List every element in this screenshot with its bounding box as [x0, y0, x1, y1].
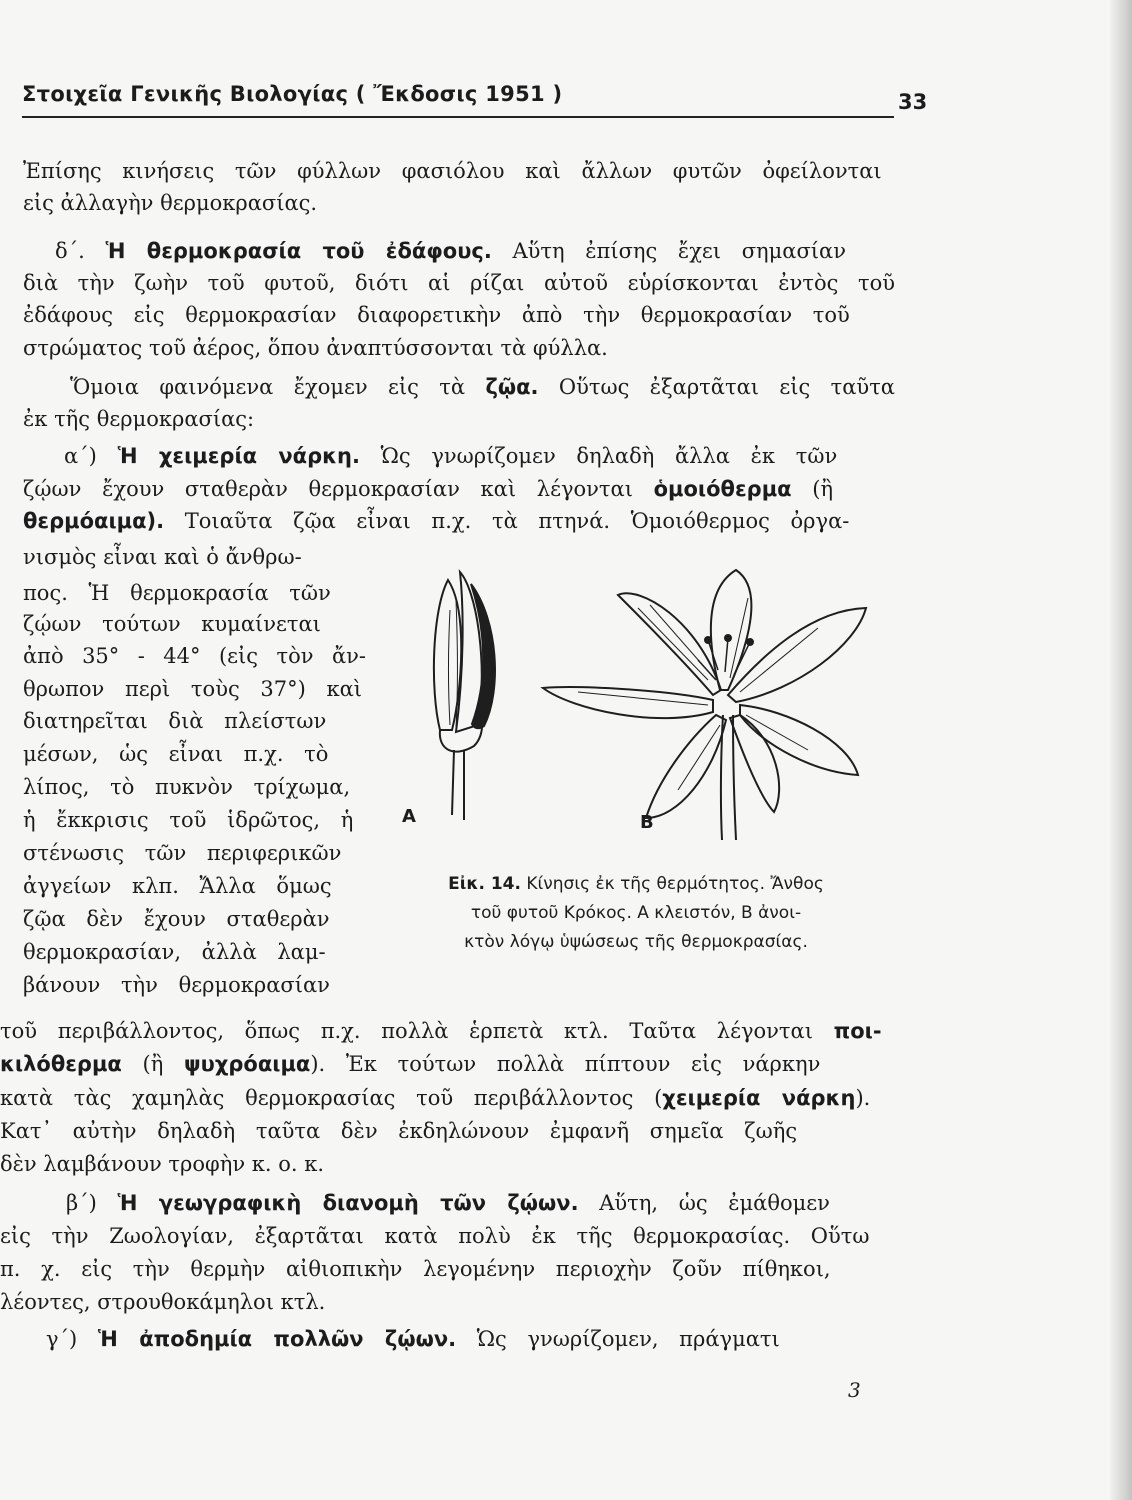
line-text: β΄)	[66, 1191, 118, 1215]
text-line-p4c	[23, 506, 849, 536]
bold-term: κιλόθερμα	[0, 1052, 122, 1076]
bold-term: ὁμοιόθερμα	[653, 477, 792, 501]
caption-line-1: Εἰκ. 14. Κίνησις ἐκ τῆς θερμότητος. Ἄνθος	[448, 874, 824, 894]
bold-term: Ἡ ἀποδημία πολλῶν ζῴων.	[97, 1327, 457, 1351]
line-text: ἀγγείων κλπ. Ἄλλα ὅμως	[23, 874, 332, 898]
line-text: βάνουν τὴν θερμοκρασίαν	[23, 973, 330, 997]
line-text: (ἢ	[791, 477, 834, 501]
text-line-p5a	[66, 1188, 830, 1218]
text-line-p4e	[23, 578, 331, 608]
text-line-p4u	[0, 1116, 797, 1146]
figure-label-a: A	[402, 806, 416, 827]
text-line-p3b	[23, 404, 254, 434]
text-line-p4g	[23, 641, 366, 671]
text-line-p2a	[55, 236, 846, 266]
text-line-p4j	[23, 739, 328, 769]
text-line-p4a	[64, 441, 837, 471]
line-text: Αὕτη ἐπίσης ἔχει σημασίαν	[491, 239, 846, 263]
open-flower-drawing	[543, 570, 866, 840]
caption-lead: Εἰκ. 14.	[448, 874, 521, 894]
text-line-p5c	[0, 1254, 831, 1284]
line-text: Ὡς γνωρίζομεν, πράγματι	[456, 1327, 780, 1351]
line-text: λίπος, τὸ πυκνὸν τρίχωμα,	[23, 775, 351, 799]
line-text: μέσων, ὡς εἶναι π.χ. τὸ	[23, 742, 329, 766]
closed-bud-drawing	[434, 572, 495, 820]
figure-label-b: B	[640, 812, 654, 833]
text-line-p4r	[0, 1016, 882, 1046]
line-text: α΄)	[64, 444, 118, 468]
line-text: τοῦ περιβάλλοντος, ὅπως π.χ. πολλὰ ἑρπετὰ κτλ. Ταῦτα λέγονται	[0, 1019, 834, 1043]
line-text: πος. Ἡ θερμοκρασία τῶν	[23, 581, 331, 605]
line-text: στρώματος τοῦ ἀέρος, ὅπου ἀναπτύσσονται τὰ φύλλα.	[23, 336, 608, 360]
text-line-p4d	[23, 542, 302, 572]
line-text: Ὅμοια φαινόμενα ἔχομεν εἰς τὰ	[70, 375, 486, 399]
running-title: Στοιχεῖα Γενικῆς Βιολογίας ( Ἔκδοσις 1951 )	[22, 82, 563, 106]
header-rule	[22, 116, 894, 118]
bold-term: ψυχρόαιμα	[183, 1052, 311, 1076]
text-line-p2c	[23, 300, 850, 330]
line-text: Τοιαῦτα ζῷα εἶναι π.χ. τὰ πτηνά. Ὁμοιόθερμος ὀργα-	[164, 509, 850, 533]
bold-term: χειμερία νάρκη	[662, 1086, 856, 1110]
figure-caption	[376, 870, 896, 957]
line-text: ἀπὸ 35° - 44° (εἰς τὸν ἄν-	[23, 644, 366, 668]
text-line-p4m	[23, 838, 341, 868]
text-line-p5d	[0, 1287, 325, 1317]
text-line-p6a	[46, 1324, 780, 1354]
line-text: Κατ᾿ αὐτὴν δηλαδὴ ταῦτα δὲν ἐκδηλώνουν ἐμφανῆ σημεῖα ζωῆς	[0, 1119, 798, 1143]
line-text: ἡ ἔκκρισις τοῦ ἱδρῶτος, ἡ	[23, 808, 354, 832]
line-text: κατὰ τὰς χαμηλὰς θερμοκρασίας τοῦ περιβάλλοντος (	[0, 1086, 663, 1110]
text-line-p4f	[23, 609, 321, 639]
page-number: 33	[898, 90, 928, 114]
line-text: εἰς τὴν Ζωολογίαν, ἐξαρτᾶται κατὰ πολὺ ἐκ τῆς θερμοκρασίας. Οὕτω	[0, 1224, 870, 1248]
text-line-p4q	[23, 970, 330, 1000]
caption-line-2: τοῦ φυτοῦ Κρόκος. Α κλειστόν, Β ἀνοι-	[470, 903, 802, 923]
text-line-p4l	[23, 805, 353, 835]
line-text: ἐκ τῆς θερμοκρασίας:	[23, 407, 255, 431]
text-line-p4p	[23, 937, 326, 967]
line-text: διατηρεῖται διὰ πλείστων	[23, 709, 327, 733]
line-text: ζῷα δὲν ἔχουν σταθερὰν	[23, 907, 330, 931]
text-line-p5b	[0, 1221, 870, 1251]
page-edge	[1110, 0, 1132, 1500]
text-line-p2b	[23, 268, 895, 298]
text-line-p4s	[0, 1049, 820, 1079]
line-text: Ὡς γνωρίζομεν δηλαδὴ ἄλλα ἐκ τῶν	[359, 444, 838, 468]
line-text: ζῴων ἔχουν σταθερὰν θερμοκρασίαν καὶ λέγονται	[23, 477, 654, 501]
bold-term: ζῷα.	[485, 375, 539, 399]
bold-term: ποι-	[833, 1019, 882, 1043]
crocus-illustration	[378, 550, 898, 850]
line-text: λέοντες, στρουθοκάμηλοι κτλ.	[0, 1290, 326, 1314]
bold-term: Ἡ θερμοκρασία τοῦ ἐδάφους.	[105, 239, 492, 263]
line-text: ἐδάφους εἰς θερμοκρασίαν διαφορετικὴν ἀπὸ τὴν θερμοκρασίαν τοῦ	[23, 303, 850, 327]
line-text: Αὕτη, ὡς ἐμάθομεν	[578, 1191, 830, 1215]
line-text: θρωπον περὶ τοὺς 37°) καὶ	[23, 677, 363, 701]
line-text: π. χ. εἰς τὴν θερμὴν αἰθιοπικὴν λεγομένην περιοχὴν ζοῦν πίθηκοι,	[0, 1257, 831, 1281]
line-text: δ΄.	[55, 239, 106, 263]
line-text: θερμοκρασίαν, ἀλλὰ λαμ-	[23, 940, 326, 964]
caption-line-3: κτὸν λόγῳ ὑψώσεως τῆς θερμοκρασίας.	[464, 932, 808, 952]
text-line-p1b	[23, 188, 317, 218]
line-text: Ἐπίσης κινήσεις τῶν φύλλων φασιόλου καὶ ἄλλων φυτῶν ὀφείλονται	[23, 159, 882, 183]
bold-term: θερμόαιμα).	[23, 509, 165, 533]
line-text: ζῴων τούτων κυμαίνεται	[23, 612, 321, 636]
text-line-p4h	[23, 674, 362, 704]
line-text: (ἢ	[121, 1052, 184, 1076]
line-text: Οὕτως ἐξαρτᾶται εἰς ταῦτα	[538, 375, 895, 399]
line-text: νισμὸς εἶναι καὶ ὁ ἄνθρω-	[23, 545, 302, 569]
signature-mark: 3	[848, 1378, 861, 1402]
line-text: στένωσις τῶν περιφερικῶν	[23, 841, 342, 865]
text-line-p4v	[0, 1149, 324, 1179]
line-text: ). Ἐκ τούτων πολλὰ πίπτουν εἰς νάρκην	[310, 1052, 821, 1076]
text-line-p2d	[23, 333, 608, 363]
figure-crocus	[378, 550, 898, 850]
line-text: διὰ τὴν ζωὴν τοῦ φυτοῦ, διότι αἱ ρίζαι αὐτοῦ εὑρίσκονται ἐντὸς τοῦ	[23, 271, 895, 295]
text-line-p4n	[23, 871, 332, 901]
line-text: γ΄)	[46, 1327, 98, 1351]
text-line-p4k	[23, 772, 350, 802]
bold-term: Ἡ γεωγραφικὴ διανομὴ τῶν ζῴων.	[117, 1191, 579, 1215]
line-text: ).	[855, 1086, 871, 1110]
text-line-p4t	[0, 1083, 870, 1113]
bold-term: Ἡ χειμερία νάρκη.	[117, 444, 360, 468]
text-line-p1a	[23, 156, 882, 186]
text-line-p4b	[23, 474, 833, 504]
text-line-p3a	[70, 372, 895, 402]
line-text: εἰς ἀλλαγὴν θερμοκρασίας.	[23, 191, 318, 215]
text-line-p4o	[23, 904, 330, 934]
text-line-p4i	[23, 706, 326, 736]
running-header	[22, 72, 928, 114]
line-text: δὲν λαμβάνουν τροφὴν κ. ο. κ.	[0, 1152, 325, 1176]
